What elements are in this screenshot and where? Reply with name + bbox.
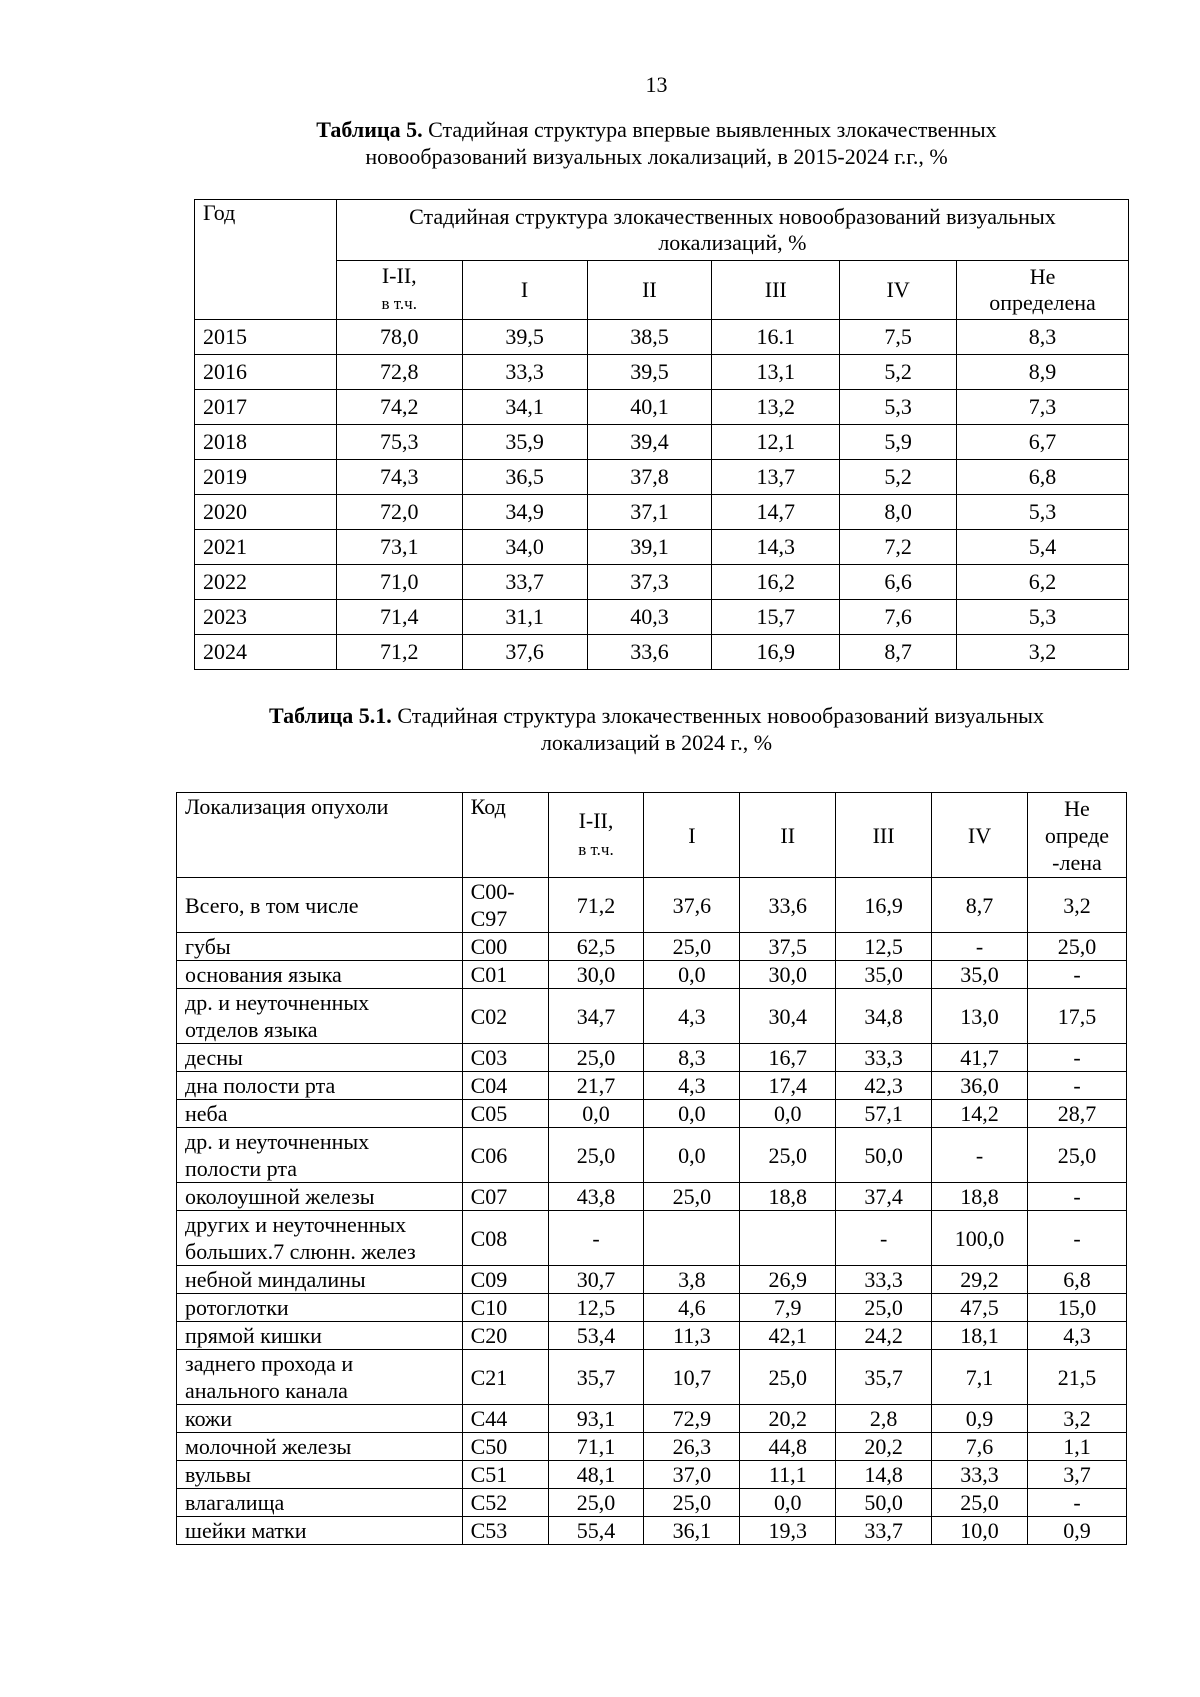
value-cell: 25,0 [836, 1294, 932, 1322]
value-cell: 5,9 [840, 425, 957, 460]
value-cell: 11,1 [740, 1461, 836, 1489]
code-cell: С52 [462, 1489, 548, 1517]
value-cell: 71,2 [336, 635, 462, 670]
localization-cell: неба [177, 1100, 463, 1128]
year-cell: 2024 [195, 635, 337, 670]
value-cell: 93,1 [548, 1405, 644, 1433]
value-cell: 2,8 [836, 1405, 932, 1433]
value-cell: 25,0 [740, 1128, 836, 1183]
value-cell: 25,0 [740, 1350, 836, 1405]
localization-cell: прямой кишки [177, 1322, 463, 1350]
value-cell: 71,0 [336, 565, 462, 600]
table1-caption-line2: новообразований визуальных локализаций, в 2015-2024 г.г., % [365, 144, 948, 169]
value-cell: 3,8 [644, 1266, 740, 1294]
value-cell: 0,9 [1027, 1517, 1126, 1545]
localization-cell: небной миндалины [177, 1266, 463, 1294]
value-cell: 42,3 [836, 1072, 932, 1100]
code-cell: С08 [462, 1211, 548, 1266]
year-cell: 2021 [195, 530, 337, 565]
value-cell: 10,7 [644, 1350, 740, 1405]
value-cell: 37,0 [644, 1461, 740, 1489]
value-cell: 33,6 [740, 878, 836, 933]
header-year: Год [195, 200, 337, 320]
header-stage-1: I [462, 261, 587, 320]
value-cell: 33,3 [462, 355, 587, 390]
value-cell: 25,0 [548, 1044, 644, 1072]
value-cell: 35,9 [462, 425, 587, 460]
value-cell: 12,5 [836, 933, 932, 961]
value-cell: 4,3 [644, 989, 740, 1044]
year-cell: 2016 [195, 355, 337, 390]
table-row [177, 1489, 1127, 1517]
year-cell: 2022 [195, 565, 337, 600]
value-cell: 34,1 [462, 390, 587, 425]
value-cell: 34,9 [462, 495, 587, 530]
value-cell: 36,0 [932, 1072, 1028, 1100]
table-row [195, 425, 1129, 460]
value-cell: 75,3 [336, 425, 462, 460]
table-row [195, 320, 1129, 355]
value-cell: 73,1 [336, 530, 462, 565]
value-cell: 71,4 [336, 600, 462, 635]
value-cell: 7,2 [840, 530, 957, 565]
value-cell: 5,2 [840, 460, 957, 495]
table-row [177, 1461, 1127, 1489]
code-cell: С09 [462, 1266, 548, 1294]
value-cell: 16,2 [712, 565, 840, 600]
localization-cell: влагалища [177, 1489, 463, 1517]
value-cell: 13,2 [712, 390, 840, 425]
code-cell: С10 [462, 1294, 548, 1322]
value-cell: 7,9 [740, 1294, 836, 1322]
table-row [195, 460, 1129, 495]
value-cell: 13,1 [712, 355, 840, 390]
value-cell: 15,7 [712, 600, 840, 635]
value-cell: 7,1 [932, 1350, 1028, 1405]
value-cell: 3,2 [1027, 1405, 1126, 1433]
value-cell: 25,0 [644, 1489, 740, 1517]
header-stage-1-2: I-II, в т.ч. [548, 793, 644, 878]
value-cell: 0,0 [740, 1100, 836, 1128]
value-cell: 16.1 [712, 320, 840, 355]
value-cell: 100,0 [932, 1211, 1028, 1266]
value-cell: 4,3 [644, 1072, 740, 1100]
value-cell: 55,4 [548, 1517, 644, 1545]
table-row [177, 1072, 1127, 1100]
value-cell: 4,3 [1027, 1322, 1126, 1350]
value-cell: 18,1 [932, 1322, 1028, 1350]
header-stage-group: Стадийная структура злокачественных новообразований визуальных локализаций, % [336, 200, 1128, 261]
value-cell: 41,7 [932, 1044, 1028, 1072]
table-row [195, 530, 1129, 565]
value-cell: 0,0 [644, 961, 740, 989]
value-cell: 50,0 [836, 1128, 932, 1183]
value-cell: 5,3 [957, 600, 1129, 635]
value-cell: 21,5 [1027, 1350, 1126, 1405]
value-cell: 7,5 [840, 320, 957, 355]
value-cell: 30,7 [548, 1266, 644, 1294]
value-cell: 17,5 [1027, 989, 1126, 1044]
localization-cell: околоушной железы [177, 1183, 463, 1211]
table1-caption [0, 116, 1200, 170]
value-cell: 3,7 [1027, 1461, 1126, 1489]
value-cell: 72,0 [336, 495, 462, 530]
value-cell: 17,4 [740, 1072, 836, 1100]
table-row [195, 635, 1129, 670]
header-stage-3: III [712, 261, 840, 320]
value-cell: 25,0 [548, 1128, 644, 1183]
code-cell: С04 [462, 1072, 548, 1100]
value-cell: 8,3 [957, 320, 1129, 355]
table2-caption [0, 702, 1200, 756]
table2-caption-line2: локализаций в 2024 г., % [540, 730, 773, 755]
code-cell: С05 [462, 1100, 548, 1128]
table-row [177, 1100, 1127, 1128]
value-cell: 0,0 [644, 1128, 740, 1183]
code-cell: С06 [462, 1128, 548, 1183]
header-stage-2: II [740, 793, 836, 878]
value-cell: 8,0 [840, 495, 957, 530]
value-cell: - [1027, 1489, 1126, 1517]
header-stage-undefined: Не определена [957, 261, 1129, 320]
header-localization: Локализация опухоли [177, 793, 463, 878]
value-cell: 35,0 [932, 961, 1028, 989]
table2-caption-label: Таблица 5.1. [269, 703, 392, 728]
value-cell: 26,3 [644, 1433, 740, 1461]
value-cell: 36,5 [462, 460, 587, 495]
table-row [195, 355, 1129, 390]
value-cell: 57,1 [836, 1100, 932, 1128]
value-cell: 25,0 [1027, 933, 1126, 961]
value-cell: 6,8 [1027, 1266, 1126, 1294]
value-cell: 33,6 [587, 635, 712, 670]
header-stage-4: IV [840, 261, 957, 320]
code-cell: С53 [462, 1517, 548, 1545]
header-stage-1: I [644, 793, 740, 878]
table-row [177, 961, 1127, 989]
localization-cell: др. и неуточненных отделов языка [177, 989, 463, 1044]
value-cell: 8,9 [957, 355, 1129, 390]
value-cell: 14,2 [932, 1100, 1028, 1128]
value-cell: 38,5 [587, 320, 712, 355]
value-cell: 25,0 [548, 1489, 644, 1517]
code-cell: С21 [462, 1350, 548, 1405]
value-cell: 15,0 [1027, 1294, 1126, 1322]
table-row [177, 1266, 1127, 1294]
value-cell: 44,8 [740, 1433, 836, 1461]
value-cell: 39,5 [587, 355, 712, 390]
localization-cell: дна полости рта [177, 1072, 463, 1100]
table-row [177, 1517, 1127, 1545]
value-cell: 34,7 [548, 989, 644, 1044]
table1-caption-line1: Стадийная структура впервые выявленных злокачественных [422, 117, 997, 142]
value-cell: 25,0 [932, 1489, 1028, 1517]
value-cell: 71,1 [548, 1433, 644, 1461]
value-cell: 5,3 [957, 495, 1129, 530]
table-row [177, 1128, 1127, 1183]
value-cell: 6,6 [840, 565, 957, 600]
value-cell: 3,2 [957, 635, 1129, 670]
year-cell: 2015 [195, 320, 337, 355]
value-cell: 34,0 [462, 530, 587, 565]
value-cell: 78,0 [336, 320, 462, 355]
value-cell: 5,3 [840, 390, 957, 425]
localization-cell: основания языка [177, 961, 463, 989]
value-cell: 39,5 [462, 320, 587, 355]
header-stage-3: III [836, 793, 932, 878]
value-cell: - [1027, 1044, 1126, 1072]
value-cell: 26,9 [740, 1266, 836, 1294]
value-cell: - [836, 1211, 932, 1266]
value-cell: 39,4 [587, 425, 712, 460]
table-row [177, 1405, 1127, 1433]
localization-cell: других и неуточненных больших.7 слюнн. желез [177, 1211, 463, 1266]
value-cell: 4,6 [644, 1294, 740, 1322]
value-cell: 28,7 [1027, 1100, 1126, 1128]
code-cell: С44 [462, 1405, 548, 1433]
stage-structure-by-localization-2024 [176, 792, 1127, 1545]
value-cell: 35,0 [836, 961, 932, 989]
value-cell: 6,7 [957, 425, 1129, 460]
value-cell: 33,3 [836, 1266, 932, 1294]
value-cell: 10,0 [932, 1517, 1028, 1545]
value-cell: - [1027, 1072, 1126, 1100]
code-cell: С02 [462, 989, 548, 1044]
value-cell: 20,2 [740, 1405, 836, 1433]
year-cell: 2023 [195, 600, 337, 635]
year-cell: 2020 [195, 495, 337, 530]
value-cell: 25,0 [644, 933, 740, 961]
value-cell: 25,0 [1027, 1128, 1126, 1183]
value-cell: 5,2 [840, 355, 957, 390]
table-row [177, 1183, 1127, 1211]
table-row [177, 1044, 1127, 1072]
value-cell: 0,9 [932, 1405, 1028, 1433]
value-cell: 7,6 [840, 600, 957, 635]
value-cell: 13,7 [712, 460, 840, 495]
value-cell: - [1027, 961, 1126, 989]
value-cell: 30,4 [740, 989, 836, 1044]
localization-cell: десны [177, 1044, 463, 1072]
code-cell: С03 [462, 1044, 548, 1072]
value-cell [644, 1211, 740, 1266]
code-cell: С51 [462, 1461, 548, 1489]
value-cell: 14,7 [712, 495, 840, 530]
value-cell: 14,8 [836, 1461, 932, 1489]
value-cell: 29,2 [932, 1266, 1028, 1294]
localization-cell: вульвы [177, 1461, 463, 1489]
value-cell: 8,7 [932, 878, 1028, 933]
value-cell: 31,1 [462, 600, 587, 635]
value-cell: 5,4 [957, 530, 1129, 565]
year-cell: 2018 [195, 425, 337, 460]
value-cell: - [932, 1128, 1028, 1183]
value-cell: 0,0 [644, 1100, 740, 1128]
value-cell: 37,1 [587, 495, 712, 530]
code-cell: С00 [462, 933, 548, 961]
value-cell: 30,0 [740, 961, 836, 989]
value-cell: 37,5 [740, 933, 836, 961]
stage-structure-table-2015-2024 [194, 199, 1129, 670]
value-cell [740, 1211, 836, 1266]
localization-cell: заднего прохода и анального канала [177, 1350, 463, 1405]
localization-cell: Всего, в том числе [177, 878, 463, 933]
value-cell: - [932, 933, 1028, 961]
value-cell: 16,7 [740, 1044, 836, 1072]
value-cell: 21,7 [548, 1072, 644, 1100]
localization-cell: кожи [177, 1405, 463, 1433]
value-cell: - [1027, 1211, 1126, 1266]
value-cell: 47,5 [932, 1294, 1028, 1322]
header-stage-2: II [587, 261, 712, 320]
value-cell: 30,0 [548, 961, 644, 989]
table-row [177, 878, 1127, 933]
table-row [195, 390, 1129, 425]
header-code: Код [462, 793, 548, 878]
value-cell: 33,7 [836, 1517, 932, 1545]
value-cell: 20,2 [836, 1433, 932, 1461]
table-row [195, 600, 1129, 635]
value-cell: 6,2 [957, 565, 1129, 600]
value-cell: 16,9 [836, 878, 932, 933]
value-cell: 40,1 [587, 390, 712, 425]
value-cell: 8,7 [840, 635, 957, 670]
value-cell: 35,7 [548, 1350, 644, 1405]
value-cell: - [548, 1211, 644, 1266]
value-cell: 37,8 [587, 460, 712, 495]
table-row [195, 495, 1129, 530]
value-cell: 12,5 [548, 1294, 644, 1322]
header-stage-4: IV [932, 793, 1028, 878]
table2-caption-line1: Стадийная структура злокачественных новообразований визуальных [391, 703, 1044, 728]
code-cell: С07 [462, 1183, 548, 1211]
value-cell: 16,9 [712, 635, 840, 670]
value-cell: 1,1 [1027, 1433, 1126, 1461]
value-cell: - [1027, 1183, 1126, 1211]
value-cell: 72,8 [336, 355, 462, 390]
table-row [195, 565, 1129, 600]
value-cell: 37,6 [644, 878, 740, 933]
value-cell: 74,3 [336, 460, 462, 495]
value-cell: 33,7 [462, 565, 587, 600]
value-cell: 48,1 [548, 1461, 644, 1489]
value-cell: 18,8 [932, 1183, 1028, 1211]
code-cell: С50 [462, 1433, 548, 1461]
value-cell: 39,1 [587, 530, 712, 565]
value-cell: 12,1 [712, 425, 840, 460]
table1-caption-label: Таблица 5. [316, 117, 423, 142]
table-row [177, 933, 1127, 961]
header-stage-undefined: Не опреде -лена [1027, 793, 1126, 878]
value-cell: 6,8 [957, 460, 1129, 495]
value-cell: 62,5 [548, 933, 644, 961]
table-row [177, 989, 1127, 1044]
table-row [177, 1294, 1127, 1322]
value-cell: 74,2 [336, 390, 462, 425]
value-cell: 0,0 [548, 1100, 644, 1128]
value-cell: 24,2 [836, 1322, 932, 1350]
localization-cell: др. и неуточненных полости рта [177, 1128, 463, 1183]
localization-cell: губы [177, 933, 463, 961]
value-cell: 37,6 [462, 635, 587, 670]
value-cell: 50,0 [836, 1489, 932, 1517]
localization-cell: ротоглотки [177, 1294, 463, 1322]
value-cell: 18,8 [740, 1183, 836, 1211]
table-row [177, 1350, 1127, 1405]
table-row [177, 1433, 1127, 1461]
code-cell: С01 [462, 961, 548, 989]
value-cell: 37,3 [587, 565, 712, 600]
value-cell: 3,2 [1027, 878, 1126, 933]
value-cell: 19,3 [740, 1517, 836, 1545]
table-row [177, 1211, 1127, 1266]
value-cell: 0,0 [740, 1489, 836, 1517]
value-cell: 14,3 [712, 530, 840, 565]
value-cell: 7,6 [932, 1433, 1028, 1461]
year-cell: 2017 [195, 390, 337, 425]
value-cell: 37,4 [836, 1183, 932, 1211]
localization-cell: молочной железы [177, 1433, 463, 1461]
value-cell: 11,3 [644, 1322, 740, 1350]
value-cell: 13,0 [932, 989, 1028, 1044]
value-cell: 34,8 [836, 989, 932, 1044]
year-cell: 2019 [195, 460, 337, 495]
code-cell: С20 [462, 1322, 548, 1350]
value-cell: 53,4 [548, 1322, 644, 1350]
value-cell: 25,0 [644, 1183, 740, 1211]
value-cell: 71,2 [548, 878, 644, 933]
value-cell: 43,8 [548, 1183, 644, 1211]
value-cell: 40,3 [587, 600, 712, 635]
localization-cell: шейки матки [177, 1517, 463, 1545]
value-cell: 42,1 [740, 1322, 836, 1350]
value-cell: 33,3 [932, 1461, 1028, 1489]
value-cell: 36,1 [644, 1517, 740, 1545]
header-stage-1-2: I-II, в т.ч. [336, 261, 462, 320]
value-cell: 35,7 [836, 1350, 932, 1405]
value-cell: 8,3 [644, 1044, 740, 1072]
table-row [177, 1322, 1127, 1350]
value-cell: 33,3 [836, 1044, 932, 1072]
value-cell: 72,9 [644, 1405, 740, 1433]
page-number: 13 [645, 72, 668, 97]
value-cell: 7,3 [957, 390, 1129, 425]
code-cell: С00- С97 [462, 878, 548, 933]
